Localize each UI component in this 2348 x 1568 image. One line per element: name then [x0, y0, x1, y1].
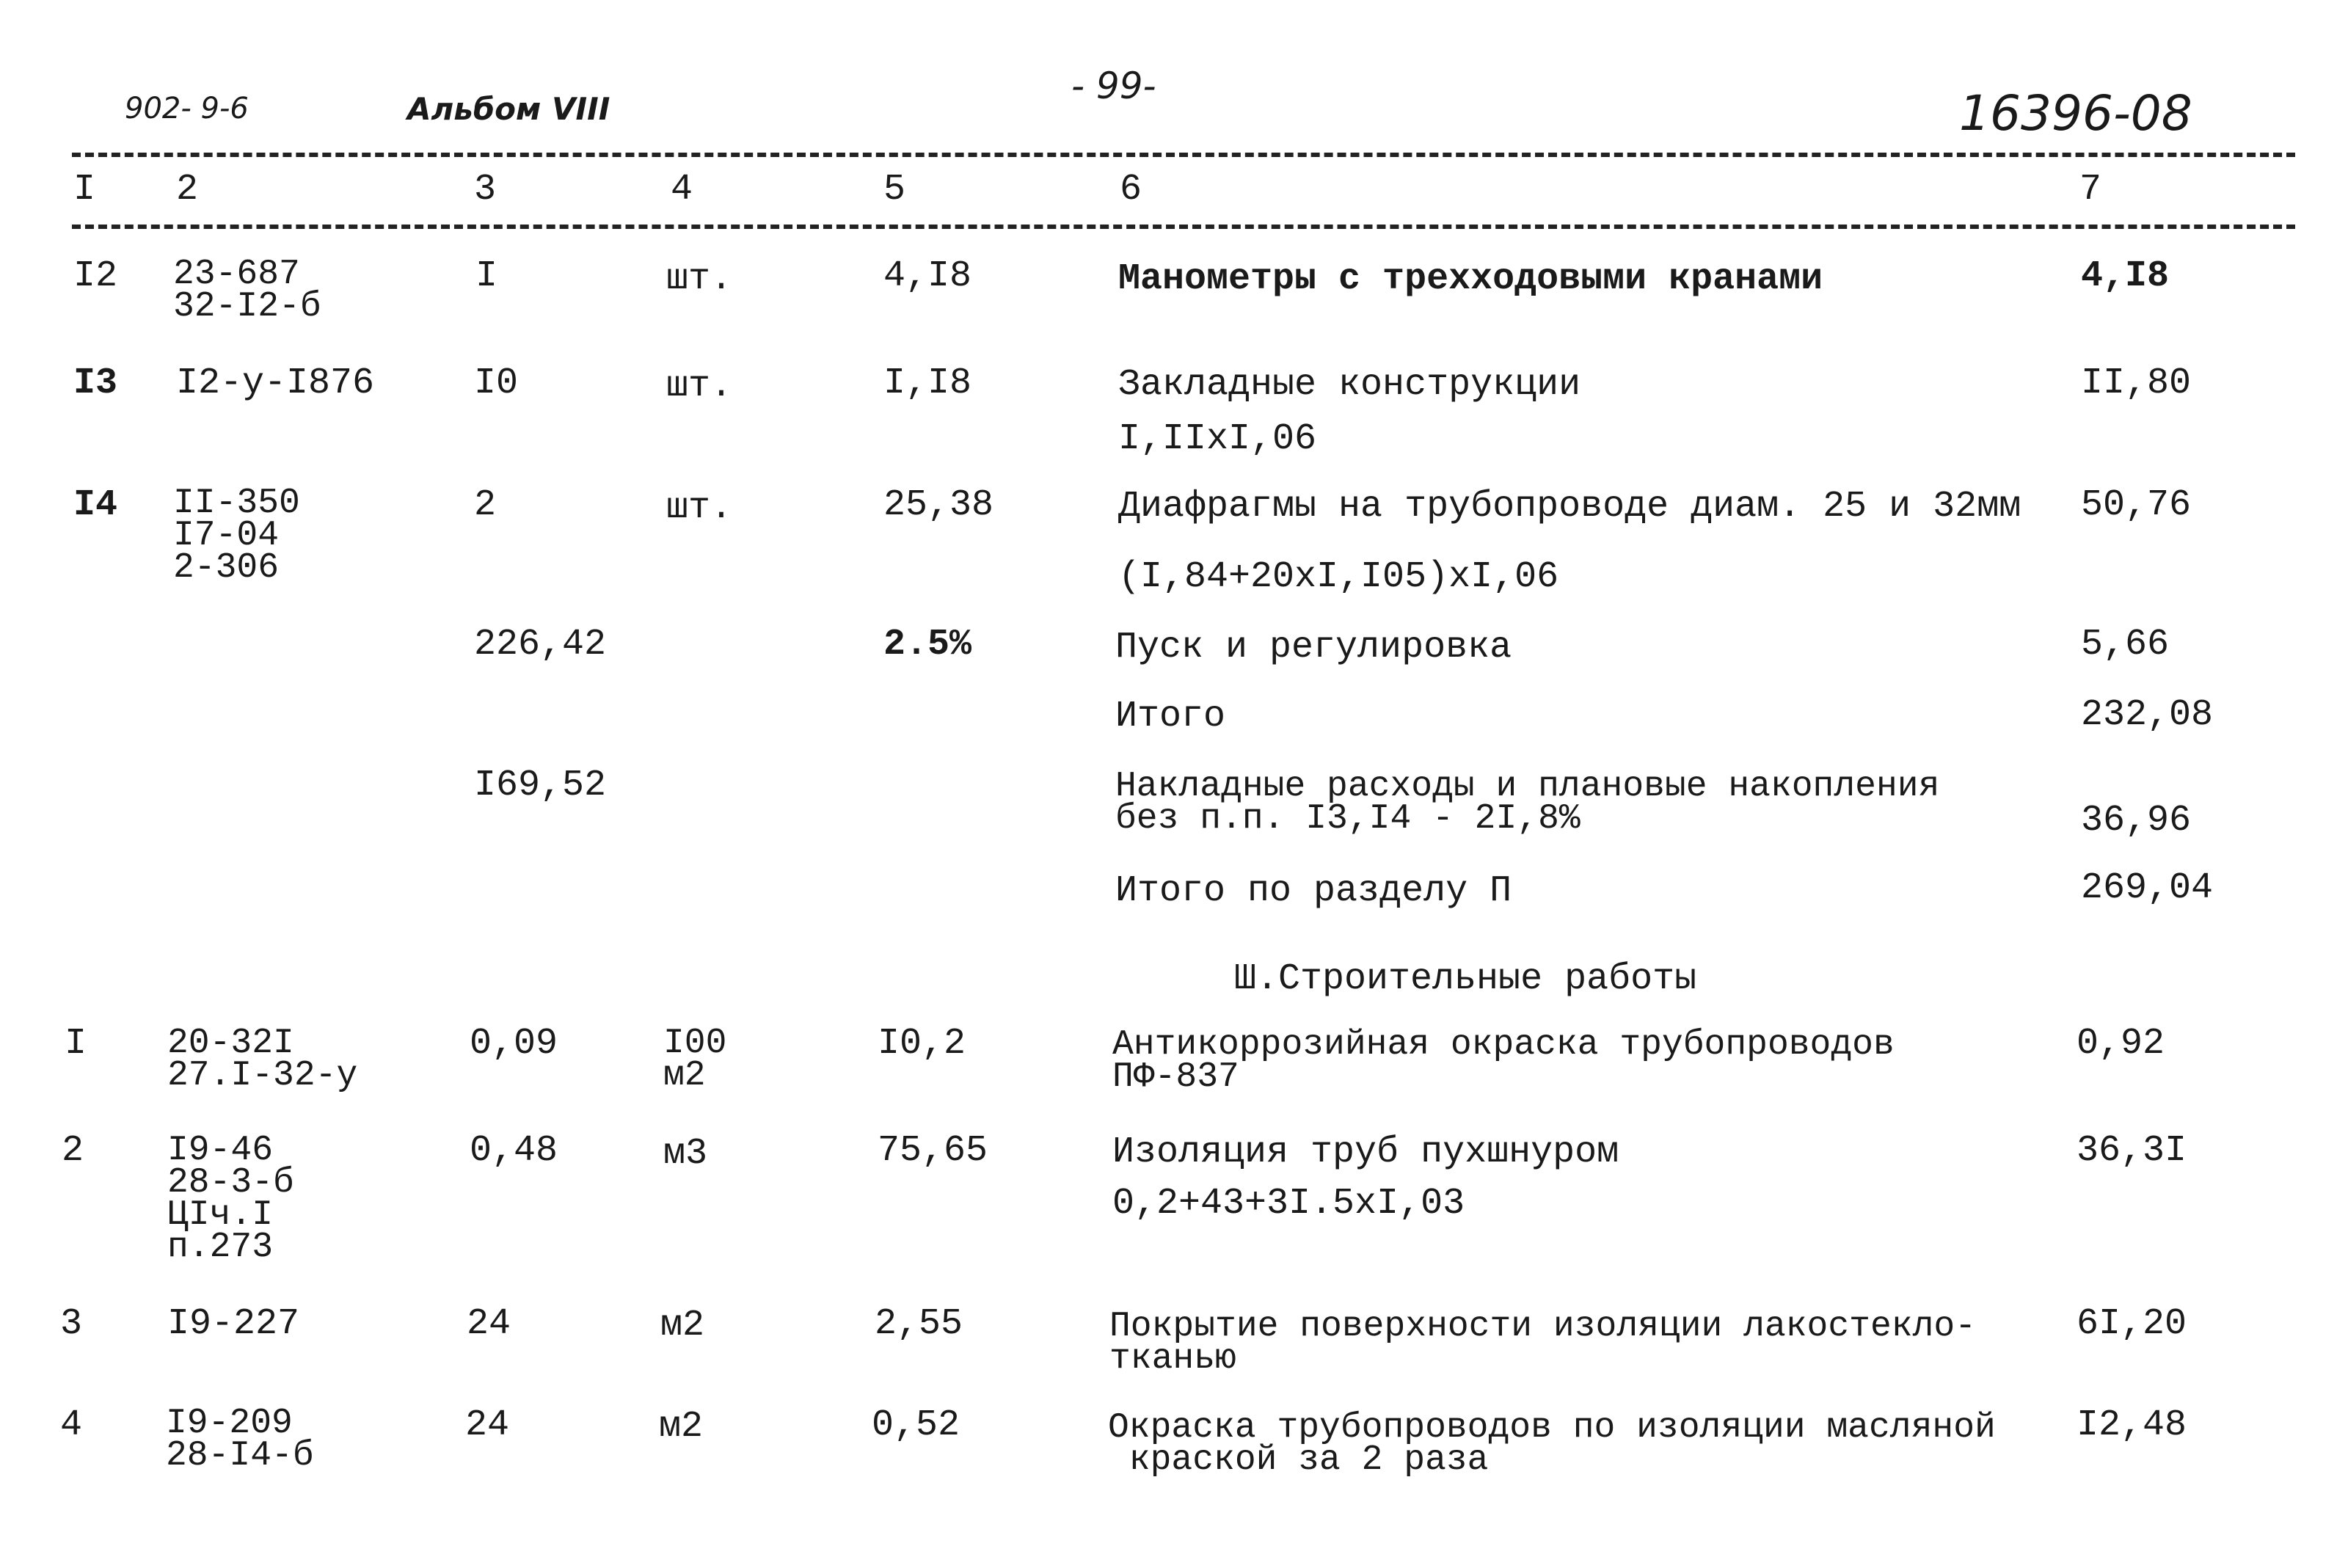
row-number: I2: [73, 255, 118, 297]
overhead-base: I69,52: [474, 765, 607, 806]
row-quantity: I0: [474, 362, 519, 404]
row-code-line: 23-687: [173, 255, 300, 294]
row-price: 0,52: [872, 1404, 960, 1446]
row-total: I2,48: [2077, 1404, 2187, 1446]
row-price: I0,2: [878, 1023, 966, 1065]
row-description: Манометры с трехходовыми кранами: [1118, 258, 1823, 300]
row-total: 50,76: [2081, 484, 2192, 526]
row-description: краской за 2 раза: [1108, 1440, 1489, 1480]
col-header-1: I: [73, 169, 96, 211]
overhead-label: без п.п. I3,I4 - 2I,8%: [1115, 799, 1580, 839]
row-description: Покрытие поверхности изоляции лакостекло-: [1109, 1307, 1976, 1346]
row-description: Диафрагмы на трубопроводе диам. 25 и 32мм: [1118, 486, 2021, 528]
row-description: Закладные конструкции: [1118, 364, 1581, 406]
row-code-line: I9-209: [166, 1404, 293, 1443]
row-quantity: 2: [474, 484, 497, 526]
col-header-6: 6: [1120, 169, 1142, 211]
top-rule: [72, 153, 2295, 157]
row-description-formula: 0,2+43+3I.5xI,03: [1112, 1183, 1465, 1225]
subtotal-label: Итого: [1115, 696, 1226, 737]
row-unit: I00: [663, 1024, 727, 1063]
row-code-line: 32-I2-б: [173, 287, 321, 327]
row-unit: м2: [663, 1056, 706, 1095]
row-code-line: II-350: [173, 484, 300, 523]
row-quantity: 24: [465, 1404, 510, 1446]
row-unit: шт.: [666, 487, 733, 529]
row-code-line: I9-227: [167, 1303, 300, 1345]
row-code-line: 20-32I: [167, 1024, 294, 1063]
pusk-percent: 2.5%: [883, 624, 972, 666]
row-description: Изоляция труб пухшнуром: [1112, 1131, 1619, 1173]
row-quantity: 0,48: [470, 1130, 558, 1172]
row-price: 2,55: [875, 1303, 963, 1345]
row-quantity: I: [475, 255, 498, 297]
row-total: 36,3I: [2077, 1130, 2187, 1172]
row-unit: м2: [659, 1406, 704, 1448]
album-label: Альбом VIII: [407, 91, 610, 127]
row-total: 6I,20: [2077, 1303, 2187, 1345]
row-code-line: 28-3-б: [167, 1163, 294, 1203]
row-quantity: 0,09: [470, 1023, 558, 1065]
row-code-line: 2-306: [173, 548, 280, 588]
row-number: I: [65, 1023, 87, 1065]
row-code-line: 28-I4-б: [166, 1436, 314, 1476]
row-description-formula: (I,84+20xI,I05)xI,06: [1118, 556, 1559, 598]
row-code-line: I7-04: [173, 516, 280, 555]
row-total: 0,92: [2077, 1023, 2165, 1065]
row-code-line: 27.I-32-у: [167, 1056, 358, 1095]
row-quantity: 24: [467, 1303, 511, 1345]
row-unit: шт.: [666, 258, 733, 300]
row-number: I4: [73, 484, 118, 526]
row-number: I3: [73, 362, 118, 404]
col-header-3: 3: [474, 169, 497, 211]
row-description: ПФ-837: [1112, 1057, 1239, 1097]
row-unit: м2: [660, 1305, 705, 1346]
page-number: - 99-: [1071, 65, 1156, 107]
row-number: 3: [60, 1303, 83, 1345]
row-number: 4: [60, 1404, 83, 1446]
col-header-2: 2: [176, 169, 199, 211]
row-description-formula: I,IIxI,06: [1118, 418, 1317, 460]
col-header-7: 7: [2079, 169, 2102, 211]
section-total-value: 269,04: [2081, 867, 2214, 909]
subtotal-value: 232,08: [2081, 694, 2214, 736]
row-total: II,80: [2081, 362, 2192, 404]
row-description: тканью: [1109, 1339, 1236, 1379]
row-unit: м3: [663, 1133, 708, 1175]
header-rule: [72, 225, 2295, 229]
row-price: 4,I8: [883, 255, 972, 297]
row-description: Окраска трубопроводов по изоляции масляной: [1108, 1408, 1996, 1448]
document-number: 16396-08: [1959, 85, 2192, 142]
pusk-label: Пуск и регулировка: [1115, 627, 1512, 668]
section-total-label: Итого по разделу П: [1115, 870, 1512, 912]
row-code-line: I9-46: [167, 1131, 274, 1170]
row-code-line: I2-у-I876: [176, 362, 375, 404]
overhead-total: 36,96: [2081, 800, 2192, 842]
header-code: 902- 9-6: [125, 92, 249, 125]
row-price: 25,38: [883, 484, 994, 526]
col-header-4: 4: [671, 169, 693, 211]
pusk-total: 5,66: [2081, 624, 2170, 666]
row-unit: шт.: [666, 365, 733, 407]
overhead-label: Накладные расходы и плановые накопления: [1115, 767, 1940, 806]
row-total: 4,I8: [2081, 255, 2170, 297]
pusk-base: 226,42: [474, 624, 607, 666]
row-code-line: ЦIч.I: [167, 1195, 274, 1235]
row-number: 2: [62, 1130, 84, 1172]
section-title: Ш.Строительные работы: [1234, 958, 1697, 1000]
col-header-5: 5: [883, 169, 906, 211]
row-description: Антикоррозийная окраска трубопроводов: [1112, 1025, 1895, 1065]
row-price: I,I8: [883, 362, 972, 404]
row-code-line: п.273: [167, 1228, 274, 1267]
row-price: 75,65: [878, 1130, 988, 1172]
